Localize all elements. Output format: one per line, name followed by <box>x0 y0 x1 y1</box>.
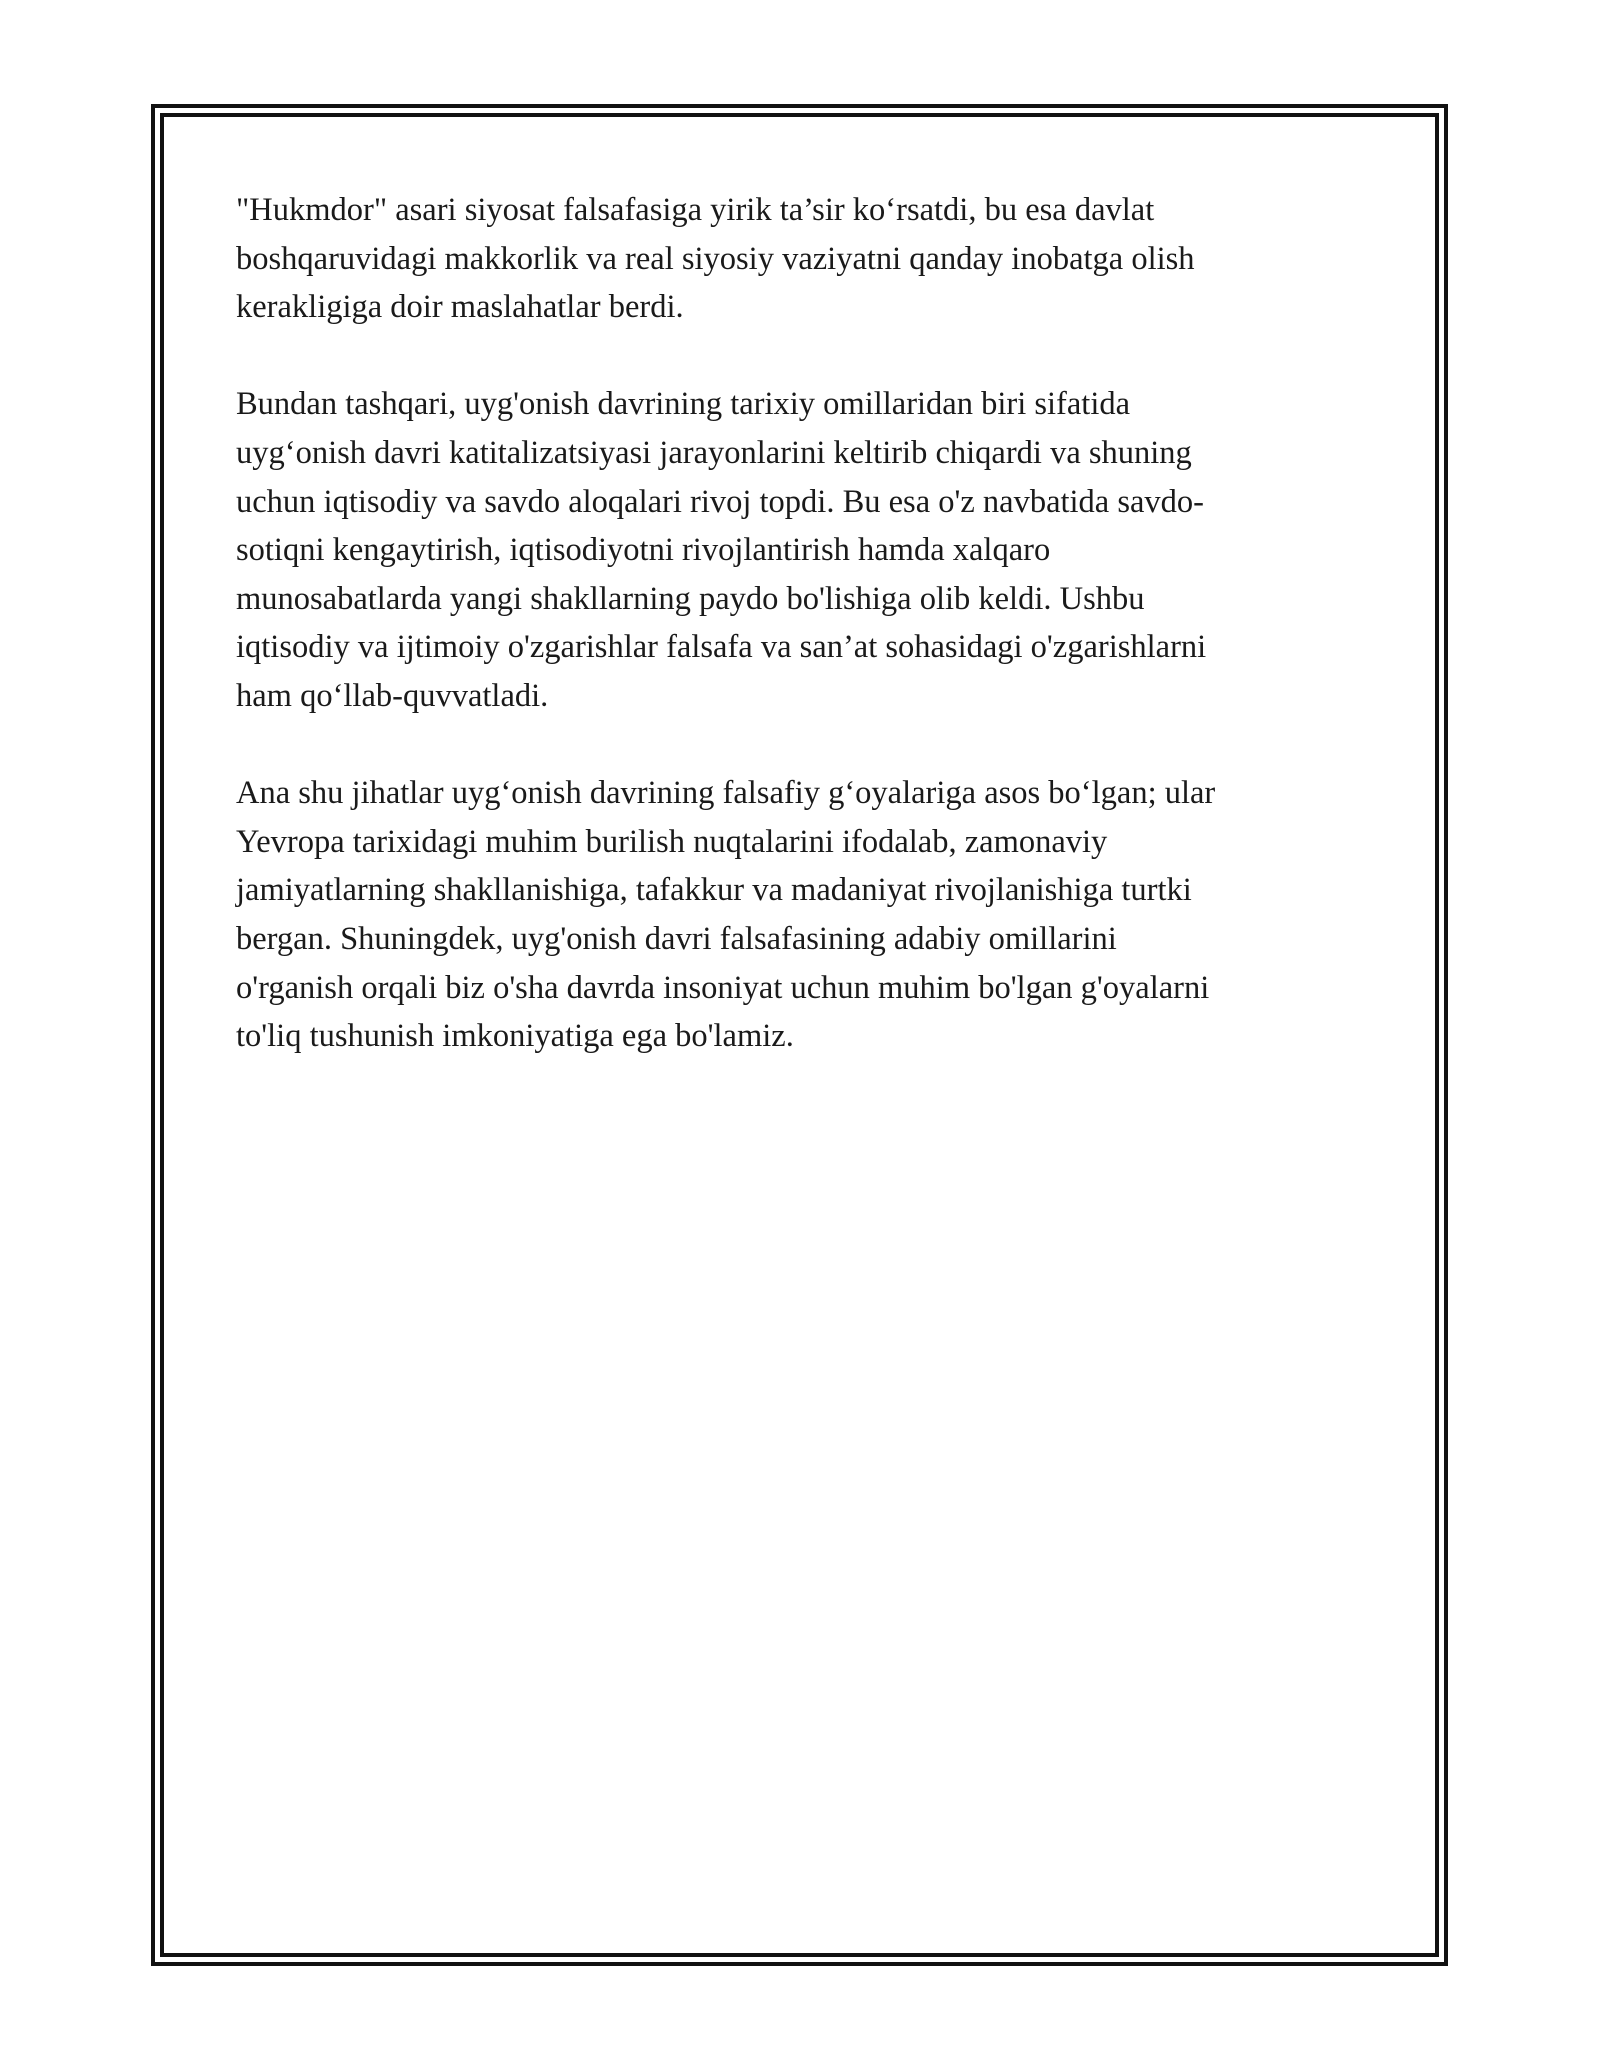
text-line: Ana shu jihatlar uyg‘onish davrining falsafiy g‘oyalariga asos bo‘lgan; ular <box>236 775 1216 812</box>
text-line: Bundan tashqari, uyg'onish davrining tarixiy omillaridan biri sifatida <box>236 386 1131 423</box>
text-line: jamiyatlarning shakllanishiga, tafakkur va madaniyat rivojlanishiga turtki <box>236 872 1192 909</box>
paragraph-1 <box>236 186 1366 332</box>
text-line: "Hukmdor" asari siyosat falsafasiga yirik ta’sir ko‘rsatdi, bu esa davlat <box>236 192 1155 228</box>
text-line: ham qo‘llab-quvvatladi. <box>236 677 549 714</box>
text-line: bergan. Shuningdek, uyg'onish davri falsafasining adabiy omillarini <box>236 920 1117 957</box>
text-line: boshqaruvidagi makkorlik va real siyosiy vaziyatni qanday inobatga olish <box>236 240 1195 277</box>
text-line: iqtisodiy va ijtimoiy o'zgarishlar falsafa va san’at sohasidagi o'zgarishlarni <box>236 629 1207 666</box>
text-line: munosabatlarda yangi shakllarning paydo bo'lishiga olib keldi. Ushbu <box>236 580 1145 617</box>
text-line: to'liq tushunish imkoniyatiga ega bo'lamiz. <box>236 1018 794 1055</box>
text-line: sotiqni kengaytirish, iqtisodiyotni rivojlantirish hamda xalqaro <box>236 532 1051 569</box>
text-line: o'rganish orqali biz o'sha davrda insoniyat uchun muhim bo'lgan g'oyalarni <box>236 969 1210 1006</box>
text-line: uyg‘onish davri katitalizatsiyasi jarayonlarini keltirib chiqardi va shuning <box>236 434 1192 471</box>
paragraph-2 <box>236 380 1366 720</box>
paragraph-3 <box>236 769 1366 1061</box>
text-line: uchun iqtisodiy va savdo aloqalari rivoj topdi. Bu esa o'z navbatida savdo- <box>236 483 1205 520</box>
document-body <box>236 186 1366 1109</box>
text-line: kerakligiga doir maslahatlar berdi. <box>236 289 684 326</box>
text-line: Yevropa tarixidagi muhim burilish nuqtalarini ifodalab, zamonaviy <box>236 823 1108 860</box>
